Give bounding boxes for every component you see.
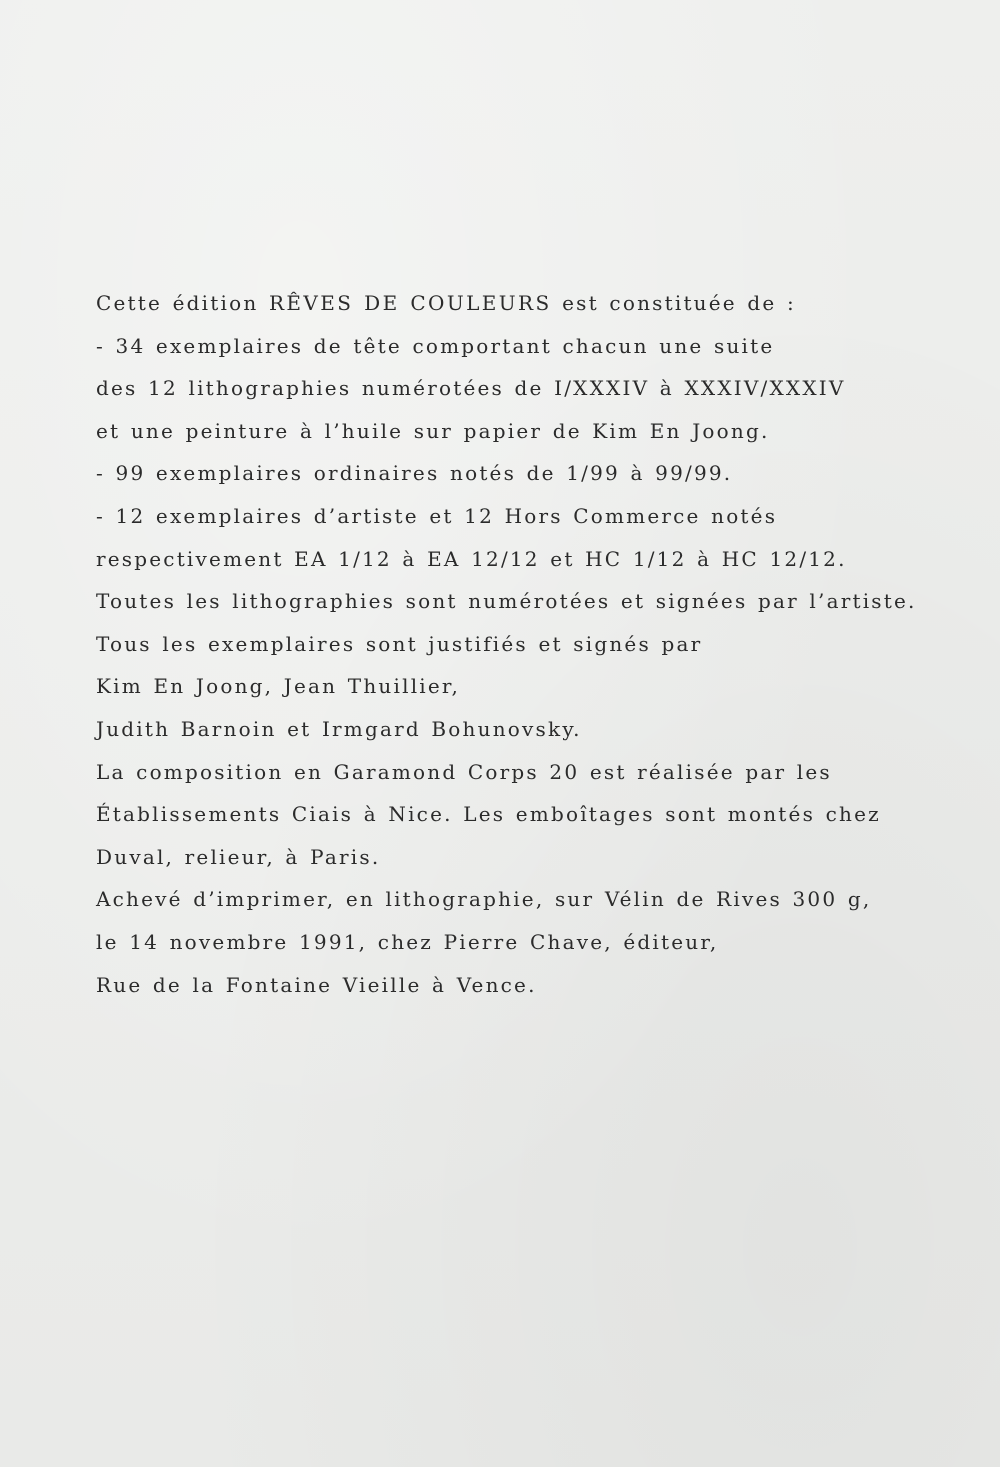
edition-title: RÊVES DE COULEURS [268,291,552,315]
colophon-line-1-lead: Cette édition [96,291,269,315]
colophon-line-1-tail: est constituée de : [551,291,796,315]
colophon-line-17: Rue de la Fontaine Vieille à Vence. [96,972,537,997]
colophon-line-16: le 14 novembre 1991, chez Pierre Chave, éditeur, [96,929,719,954]
colophon-text-block [96,282,956,1006]
colophon-line-14: Duval, relieur, à Paris. [96,844,381,869]
colophon-line-5: - 99 exemplaires ordinaires notés de 1/99 à 99/99. [96,461,733,486]
colophon-line-2: - 34 exemplaires de tête comportant chacun une suite [96,333,775,358]
colophon-line-6: - 12 exemplaires d’artiste et 12 Hors Commerce notés [96,503,778,528]
colophon-line-8: Toutes les lithographies sont numérotées et signées par l’artiste. [96,589,917,614]
colophon-line-11: Judith Barnoin et Irmgard Bohunovsky. [96,716,582,741]
colophon-line-13: Établissements Ciais à Nice. Les emboîtages sont montés chez [96,802,881,827]
colophon-line-1 [96,282,956,325]
colophon-line-12: La composition en Garamond Corps 20 est réalisée par les [96,759,832,784]
colophon-line-4: et une peinture à l’huile sur papier de Kim En Joong. [96,418,770,443]
colophon-line-9: Tous les exemplaires sont justifiés et signés par [96,631,703,656]
colophon-line-3: des 12 lithographies numérotées de I/XXXIV à XXXIV/XXXIV [96,376,846,401]
colophon-line-10: Kim En Joong, Jean Thuillier, [96,674,461,699]
colophon-line-15: Achevé d’imprimer, en lithographie, sur Vélin de Rives 300 g, [96,887,872,912]
colophon-line-7: respectivement EA 1/12 à EA 12/12 et HC 1/12 à HC 12/12. [96,546,847,571]
